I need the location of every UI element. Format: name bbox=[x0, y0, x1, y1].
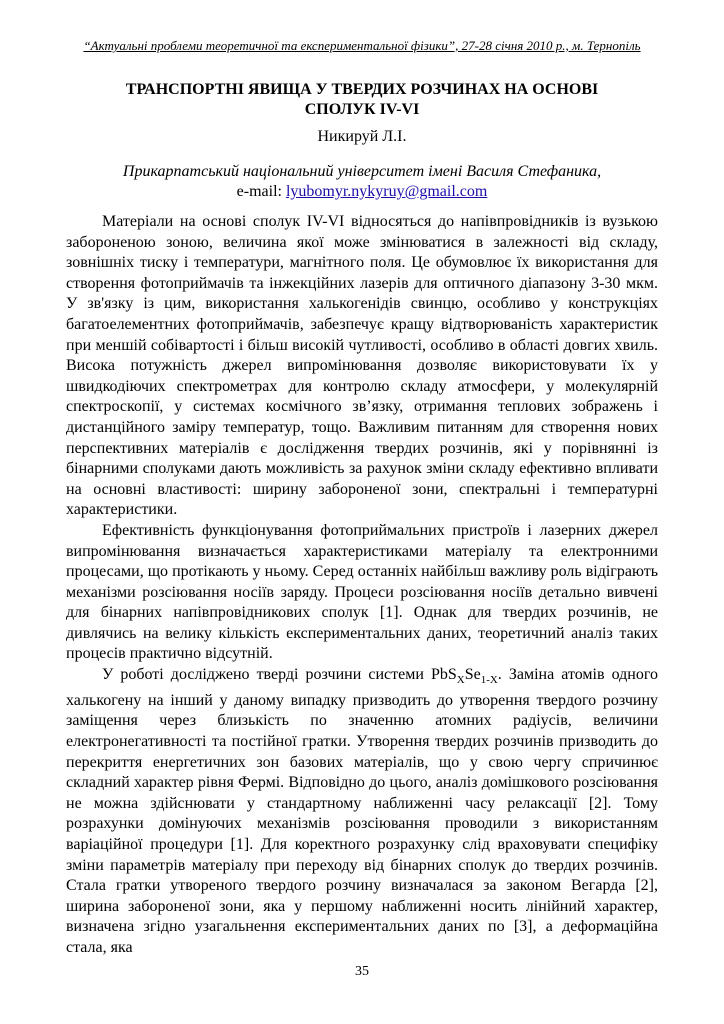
affiliation-org: Прикарпатський національний університет імені Василя Стефаника, bbox=[122, 163, 602, 180]
paragraph-3-body: . Заміна атомів одного халькогену на інший у даному випадку призводить до утворення твердого розчину заміщення через близькість по значенню атомних радіусів, величини електронегативності та постійної гратки. Утворення твердих розчинів призводить до перекриття енергетичних зон базових матеріалів, що у свою чергу спричинює складний характер рівня Фермі. Відповідно до цього, аналіз домішкового розсіювання не можна здійснювати у стандартному наближенні часу релаксації [2]. Тому розрахунки домінуючих механізмів розсіювання проводили з використанням варіаційної процедури [1]. Для коректного розрахунку слід враховувати специфіку зміни параметрів матеріалу при переходу від бінарних сполук до твердих розчинів. Стала гратки утвореного твердого розчину визначалася за законом Вегарда [2], ширина забороненої зони, яка у першому наближенні носить лінійний характер, визначена згідно узагальнення експериментальних даних по [3], а деформаційна стала, яка bbox=[66, 666, 659, 956]
formula-se: Se bbox=[464, 666, 481, 684]
chemical-formula bbox=[430, 666, 498, 687]
running-header: “Актуальні проблеми теоретичної та експериментальної фізики”, 27-28 січня 2010 р., м. Тернопіль bbox=[83, 38, 641, 53]
email-label: e-mail: bbox=[236, 183, 286, 200]
author-name: Никируй Л.І. bbox=[317, 128, 407, 145]
body-text bbox=[66, 212, 658, 959]
formula-subscript-1-x: 1-X bbox=[480, 674, 498, 687]
formula-pbs: PbS bbox=[430, 666, 457, 684]
paragraph-3-intro: У роботі досліджено тверді розчини системи bbox=[102, 666, 431, 684]
paragraph-1: Матеріали на основі сполук IV-VI відносяться до напівпровідників із вузькою забороненою зоною, величина якої може змінюватися в залежності від складу, зовнішніх тиску і температури, магнітного поля. Це обумовлює їх використання для створення фотоприймачів та інжекційних лазерів для оптичного діапазону 3-30 мкм. У зв'язку із цим, використання халькогенідів свинцю, особливо у конструкціях багатоелементних фотоприймачів, забезпечує кращу відтворюваність характеристик при меншій собівартості і більш високій чутливості, особливо в області довгих хвиль. Висока потужність джерел випромінювання дозволяє використовувати їх у швидкодіючих спектрометрах для контролю складу атмосфери, у молекулярній спектроскопії, у системах космічного зв’язку, отримання теплових зображень і дистанційного заміру температур, тощо. Важливим питанням для створення нових перспективних матеріалів є дослідження твердих розчинів, які у порівнянні із бінарними сполуками дають можливість за рахунок зміни складу ефективно впливати на основні властивості: ширину забороненої зони, спектральні і температурні характеристики. bbox=[66, 213, 658, 519]
title-line-1: ТРАНСПОРТНІ ЯВИЩА У ТВЕРДИХ РОЗЧИНАХ НА ОСНОВІ bbox=[125, 81, 599, 98]
paper-title bbox=[66, 80, 658, 120]
title-line-2: СПОЛУК IV-VI bbox=[304, 101, 420, 118]
paragraph-3 bbox=[66, 665, 658, 959]
affiliation-block bbox=[66, 162, 658, 202]
page-number: 35 bbox=[355, 964, 369, 979]
paragraph-2: Ефективність функціонування фотоприймальних пристроїв і лазерних джерел випромінювання визначається характеристиками матеріалу та електронними процесами, що протікають у ньому. Серед останніх найбільш важливу роль відіграють механізми розсіювання носіїв заряду. Процеси розсіювання носіїв детально вивчені для бінарних напівпровідникових сполук [1]. Однак для твердих розчинів, не дивлячись на велику кількість експериментальних даних, теоретичний аналіз таких процесів практично відсутній. bbox=[66, 521, 658, 663]
email-link[interactable]: lyubomyr.nykyruy@gmail.com bbox=[285, 183, 488, 200]
formula-subscript-x: X bbox=[456, 674, 465, 687]
